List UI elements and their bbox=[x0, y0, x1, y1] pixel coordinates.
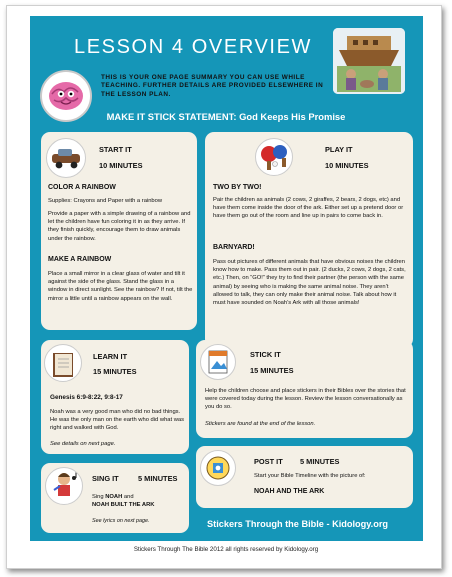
sing-it-line1 bbox=[92, 493, 188, 501]
play-it-heading: PLAY IT bbox=[325, 145, 353, 154]
copyright: Stickers Through The Bible 2012 all rights reserved by Kidology.org bbox=[133, 546, 319, 553]
post-it-minutes: 5 MINUTES bbox=[300, 457, 340, 466]
post-it-picture: NOAH AND THE ARK bbox=[254, 488, 325, 495]
make-a-rainbow-text: Place a small mirror in a clear glass of water and tilt it against the side of the glass. Stand the glass in a window in direct sunlight. See the rainbow? If not, tilt the mirror a little until a rainbow appears on the wall. bbox=[48, 271, 193, 302]
sing-it-suffix: and bbox=[122, 494, 134, 500]
barnyard-title: BARNYARD! bbox=[213, 244, 255, 251]
learn-it-text: Noah was a very good man who did no bad things. He was the only man on the earth who did what was right and walked with God. bbox=[50, 409, 185, 432]
color-a-rainbow-title: COLOR A RAINBOW bbox=[48, 184, 116, 191]
timeline-icon bbox=[200, 450, 236, 486]
sing-it-note: See lyrics on next page. bbox=[92, 518, 150, 524]
stick-it-heading: STICK IT bbox=[250, 350, 281, 359]
learn-it-heading: LEARN IT bbox=[93, 352, 128, 361]
sticker-icon bbox=[200, 344, 236, 380]
stick-it-text: Help the children choose and place stickers in their Bibles over the stories that were covered today during the lesson. Review the lesson conversationally as you do so. bbox=[205, 388, 406, 411]
intro-text: THIS IS YOUR ONE PAGE SUMMARY YOU CAN USE WHILE TEACHING. FURTHER DETAILS ARE PROVIDED ELSEWHERE IN THE LESSON PLAN. bbox=[101, 74, 324, 98]
stick-it-minutes: 15 MINUTES bbox=[250, 366, 294, 375]
post-it-heading: POST IT bbox=[254, 457, 283, 466]
car-toy-icon bbox=[46, 138, 86, 178]
two-by-two-title: TWO BY TWO! bbox=[213, 184, 262, 191]
start-it-minutes: 10 MINUTES bbox=[99, 161, 143, 170]
song-noah: NOAH bbox=[105, 494, 123, 500]
make-it-stick-statement: MAKE IT STICK STATEMENT: God Keeps His Promise bbox=[106, 111, 346, 122]
play-it-minutes: 10 MINUTES bbox=[325, 161, 369, 170]
post-it-text: Start your Bible Timeline with the picture of: bbox=[254, 473, 366, 479]
song-noah-built-the-ark: NOAH BUILT THE ARK bbox=[92, 502, 155, 508]
ping-pong-icon bbox=[255, 138, 293, 176]
bible-icon bbox=[44, 344, 82, 382]
make-a-rainbow-title: MAKE A RAINBOW bbox=[48, 256, 112, 263]
brand-footer: Stickers Through the Bible - Kidology.org bbox=[207, 519, 389, 529]
singer-icon bbox=[45, 467, 83, 505]
play-it-card bbox=[205, 132, 413, 348]
learn-it-note: See details on next page. bbox=[50, 441, 116, 447]
sing-it-prefix: Sing bbox=[92, 494, 106, 500]
start-it-heading: START IT bbox=[99, 145, 132, 154]
learn-it-reference: Genesis 6:9-8:22, 9:8-17 bbox=[50, 394, 123, 401]
learn-it-minutes: 15 MINUTES bbox=[93, 367, 137, 376]
two-by-two-text: Pair the children as animals (2 cows, 2 giraffes, 2 bears, 2 dogs, etc) and have them come inside the door of the ark. Either set up a pretend door or have them go out of the room and line up in pairs to come back in. bbox=[213, 197, 404, 220]
sing-it-minutes: 5 MINUTES bbox=[138, 474, 178, 483]
noahs-ark-icon bbox=[333, 28, 405, 94]
sing-it-heading: SING IT bbox=[92, 474, 119, 483]
barnyard-text: Pass out pictures of different animals that have obvious noises the children know how to make. Pass them out in pair. (2 ducks, 2 cows, 2 dogs, 2 cats, etc.) Then, on “GO!” they try to find their partner (the person with the same animal) by seeing who is making the same animal noise. They aren’t allowed to talk, they can only make their animal noise. Talk about how it must have sounded on Noah’s Ark with all those animals! bbox=[213, 259, 406, 307]
page-title: LESSON 4 OVERVIEW bbox=[74, 36, 313, 58]
color-a-rainbow-text: Provide a paper with a simple drawing of a rainbow and let the children have fun coloring it in as they arrive. If they finish quickly, encourage them to draw animals under the rainbow. bbox=[48, 211, 191, 242]
stick-it-note: Stickers are found at the end of the lesson. bbox=[205, 421, 316, 427]
color-a-rainbow-supplies: Supplies: Crayons and Paper with a rainbow bbox=[48, 198, 163, 204]
